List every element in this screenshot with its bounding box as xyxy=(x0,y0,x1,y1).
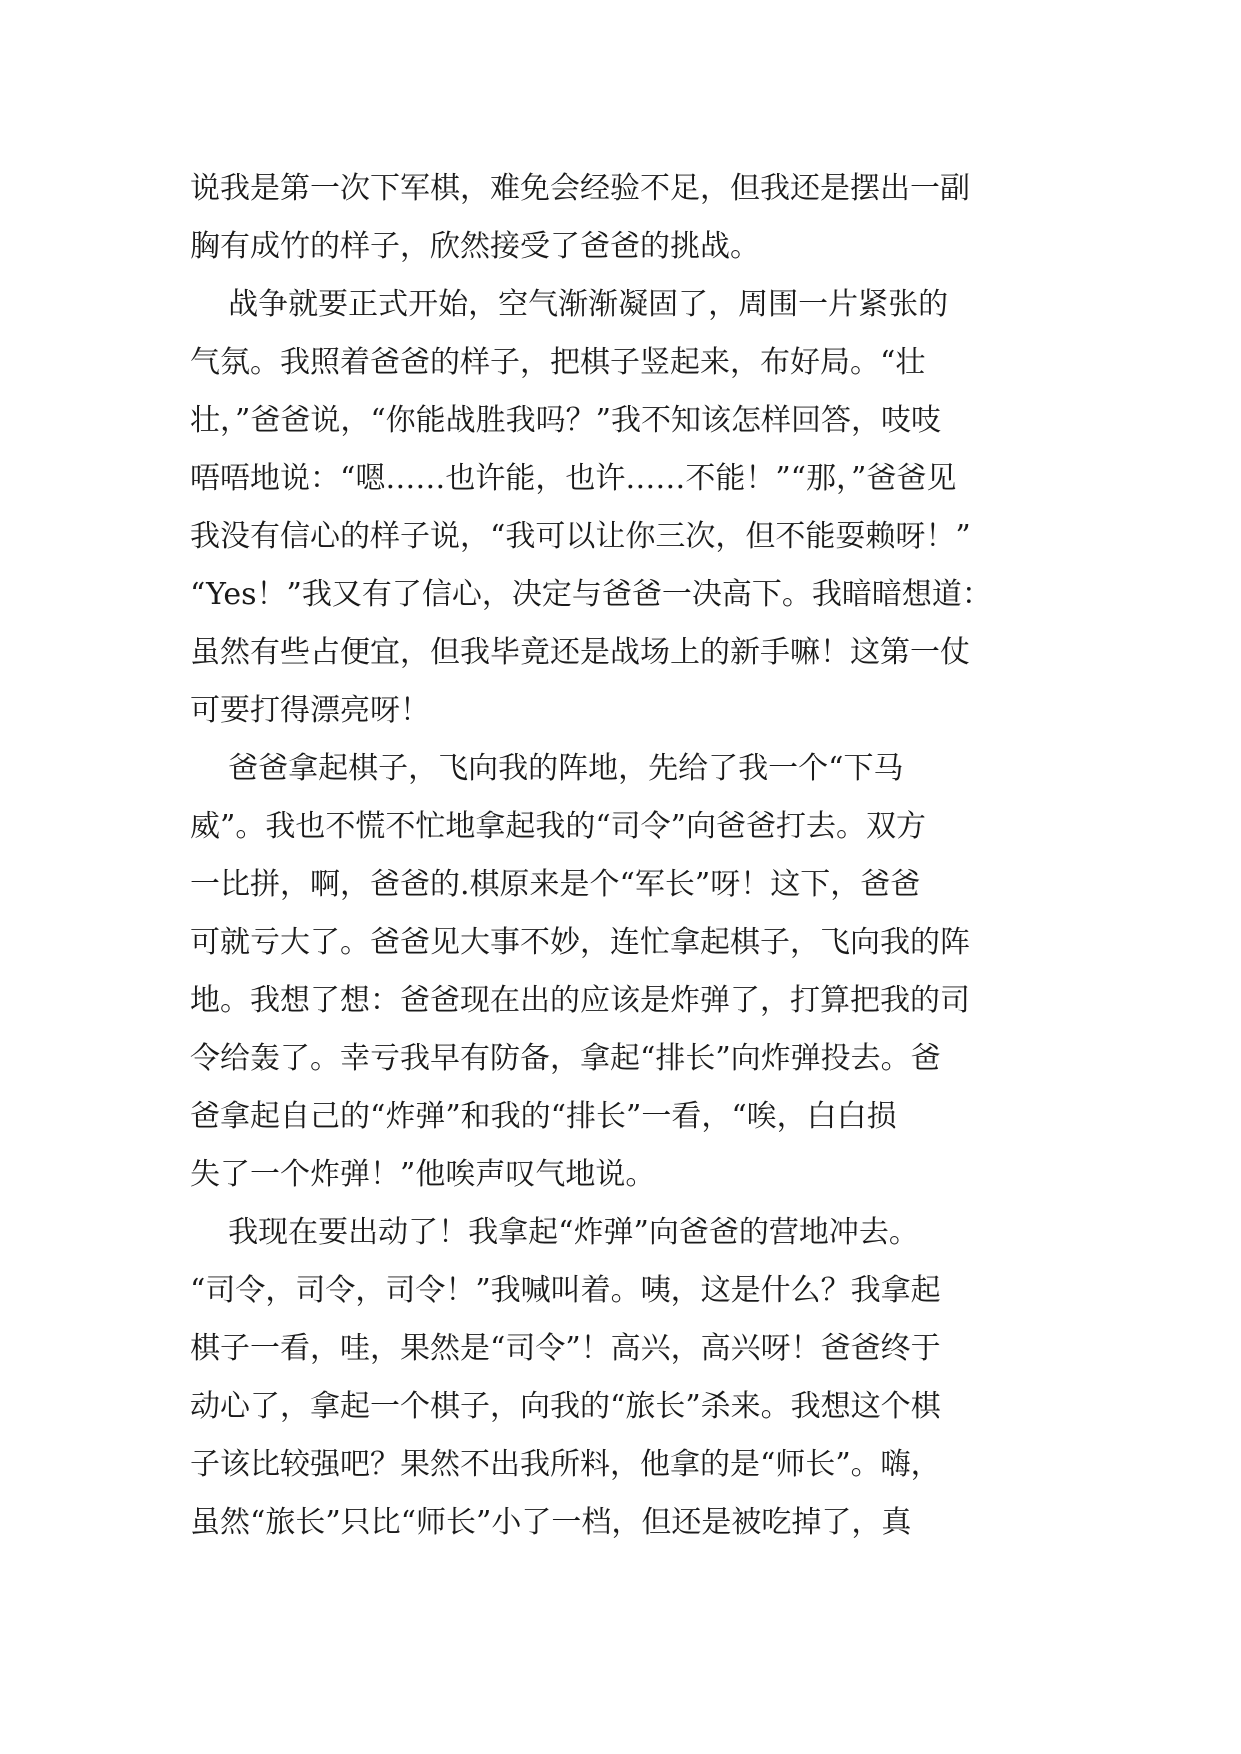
text-line: “Yes！”我又有了信心，决定与爸爸一决高下。我暗暗想道： xyxy=(190,577,992,612)
text-line: 可就亏大了。爸爸见大事不妙，连忙拿起棋子，飞向我的阵 xyxy=(190,925,970,960)
text-line: 爸爸拿起棋子，飞向我的阵地，先给了我一个“下马 xyxy=(190,751,904,786)
text-line: 失了一个炸弹！”他唉声叹气地说。 xyxy=(190,1157,656,1192)
text-line: 爸拿起自己的“炸弹”和我的“排长”一看，“唉，白白损 xyxy=(190,1099,897,1134)
text-line: 说我是第一次下军棋，难免会经验不足，但我还是摆出一副 xyxy=(190,171,970,206)
text-line: 令给轰了。幸亏我早有防备，拿起“排长”向炸弹投去。爸 xyxy=(190,1041,941,1076)
text-line: 虽然“旅长”只比“师长”小了一档，但还是被吃掉了，真 xyxy=(190,1505,912,1540)
text-line: 可要打得漂亮呀！ xyxy=(190,693,430,728)
paragraph xyxy=(190,276,1050,740)
text-line: 我没有信心的样子说，“我可以让你三次，但不能耍赖呀！” xyxy=(190,519,971,554)
paragraph xyxy=(190,1204,1050,1552)
text-line: 胸有成竹的样子，欣然接受了爸爸的挑战。 xyxy=(190,229,760,264)
document-body xyxy=(190,160,1050,1552)
text-line: 动心了，拿起一个棋子，向我的“旅长”杀来。我想这个棋 xyxy=(190,1389,941,1424)
paragraph xyxy=(190,740,1050,1204)
text-line: 威”。我也不慌不忙地拿起我的“司令”向爸爸打去。双方 xyxy=(190,809,927,844)
text-line: 唔唔地说：“嗯……也许能，也许……不能！”“那，”爸爸见 xyxy=(190,461,957,496)
text-line: 壮，”爸爸说，“你能战胜我吗？”我不知该怎样回答，吱吱 xyxy=(190,403,942,438)
text-line: 气氛。我照着爸爸的样子，把棋子竖起来，布好局。“壮 xyxy=(190,345,926,380)
text-line: “司令，司令，司令！”我喊叫着。咦，这是什么？我拿起 xyxy=(190,1273,941,1308)
paragraph xyxy=(190,160,1050,276)
text-line: 虽然有些占便宜，但我毕竟还是战场上的新手嘛！这第一仗 xyxy=(190,635,970,670)
text-line: 地。我想了想：爸爸现在出的应该是炸弹了，打算把我的司 xyxy=(190,983,970,1018)
text-line: 子该比较强吧？果然不出我所料，他拿的是“师长”。嗨， xyxy=(190,1447,941,1482)
text-line: 棋子一看，哇，果然是“司令”！高兴，高兴呀！爸爸终于 xyxy=(190,1331,941,1366)
text-line: 战争就要正式开始，空气渐渐凝固了，周围一片紧张的 xyxy=(190,287,949,322)
text-line: 我现在要出动了！我拿起“炸弹”向爸爸的营地冲去。 xyxy=(190,1215,919,1250)
text-line: 一比拼，啊，爸爸的.棋原来是个“军长”呀！这下，爸爸 xyxy=(190,867,921,902)
